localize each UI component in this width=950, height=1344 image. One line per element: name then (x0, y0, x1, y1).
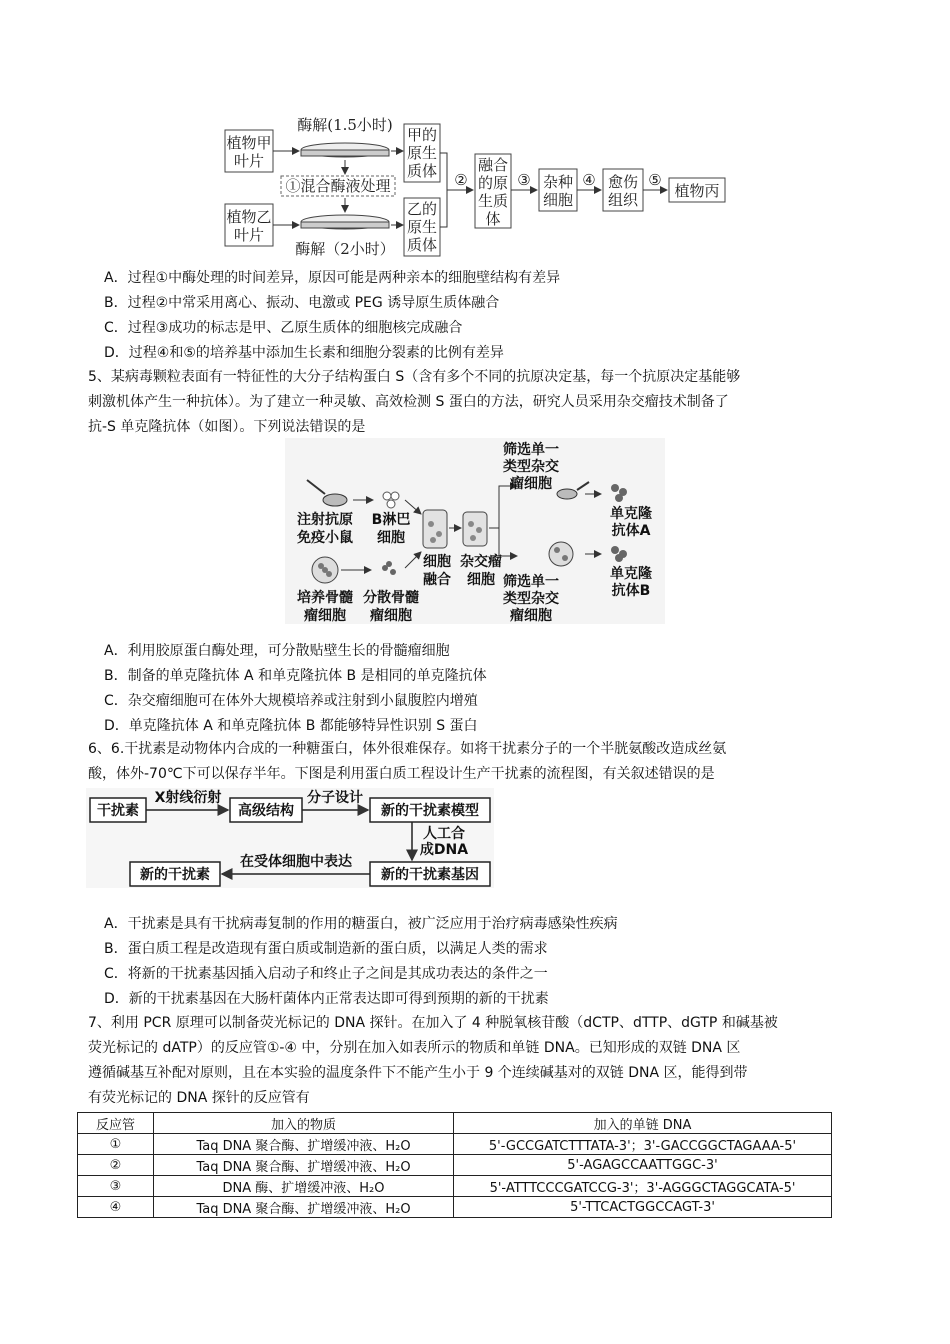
cell-substance: DNA 酶、扩增缓冲液、H₂O (154, 1176, 454, 1197)
table-row (78, 1197, 832, 1218)
screen-bottom-3: 瘤细胞 (510, 608, 552, 624)
header-tube: 反应管 (78, 1113, 154, 1134)
cell-substance: Taq DNA 聚合酶、扩增缓冲液、H₂O (154, 1155, 454, 1176)
new-ifn-box: 新的干扰素 (140, 867, 210, 883)
synth-label-2: 成DNA (419, 842, 469, 858)
step-5-label: ⑤ (648, 171, 662, 189)
q5-option-d: D．单克隆抗体 A 和单克隆抗体 B 都能够特异性识别 S 蛋白 (104, 718, 478, 734)
mab-b-1: 单克隆 (610, 566, 652, 582)
screen-top-3: 瘤细胞 (510, 476, 552, 492)
plant-c-label: 植物丙 (674, 182, 720, 200)
fusion-1: 细胞 (423, 554, 451, 570)
q5-line-2: 刺激机体产生一种抗体）。为了建立一种灵敏、高效检测 S 蛋白的方法，研究人员采用杂交瘤技术制备了 (88, 394, 729, 410)
q4-option-d: D．过程④和⑤的培养基中添加生长素和细胞分裂素的比例有差异 (104, 345, 504, 361)
myeloma-culture-icon (312, 557, 338, 583)
callus-1: 愈伤 (607, 173, 639, 191)
screen-top-1: 筛选单一 (503, 442, 559, 458)
q6-option-a: A．干扰素是具有干扰病毒复制的作用的糖蛋白，被广泛应用于治疗病毒感染性疾病 (104, 916, 618, 932)
q5-line-3: 抗-S 单克隆抗体（如图）。下列说法错误的是 (88, 419, 366, 435)
inject-2: 免疫小鼠 (297, 530, 353, 546)
screen-top-2: 类型杂交 (503, 459, 559, 475)
plant-a-label-1: 植物甲 (226, 134, 272, 152)
cell-dna: 5'-GCCGATCTTTATA-3'；3'-GACCGGCTAGAAA-5' (454, 1134, 832, 1155)
mab-a-2: 抗体A (611, 523, 651, 539)
hybrid-2: 细胞 (542, 191, 574, 209)
hybridoma-2: 细胞 (467, 572, 495, 588)
cell-tube: ③ (78, 1176, 154, 1197)
inject-1: 注射抗原 (297, 512, 353, 528)
fused-3: 生质 (477, 192, 509, 210)
q4-option-a: A．过程①中酶处理的时间差异，原因可能是两种亲本的细胞壁结构有差异 (104, 270, 561, 286)
q4-option-b: B．过程②中常采用离心、振动、电激或 PEG 诱导原生质体融合 (104, 295, 500, 311)
express-label: 在受体细胞中表达 (240, 854, 352, 870)
fused-1: 融合 (477, 156, 509, 174)
hybridoma-tube-icon (463, 512, 487, 546)
q5-option-a: A．利用胶原蛋白酶处理，可分散贴壁生长的骨髓瘤细胞 (104, 643, 450, 659)
cell-substance: Taq DNA 聚合酶、扩增缓冲液、H₂O (154, 1134, 454, 1155)
reaction-table (77, 1112, 832, 1218)
table-row (78, 1176, 832, 1197)
model-box: 新的干扰素模型 (381, 803, 479, 819)
enzyme-b-label: 酶解（2小时） (295, 240, 395, 258)
monoclonal-antibody-figure (285, 438, 665, 624)
plant-b-label-2: 叶片 (233, 226, 265, 244)
fused-4: 体 (485, 210, 501, 228)
q6-option-c: C．将新的干扰素基因插入启动子和终止子之间是其成功表达的条件之一 (104, 966, 548, 982)
bcell-2: 细胞 (377, 530, 405, 546)
table-row (78, 1134, 832, 1155)
protoplast-a-3: 质体 (406, 162, 438, 180)
cell-substance: Taq DNA 聚合酶、扩增缓冲液、H₂O (154, 1197, 454, 1218)
protoplast-b-2: 原生 (406, 218, 438, 236)
protoplast-a-1: 甲的 (406, 126, 438, 144)
table-header-row (78, 1113, 832, 1134)
cell-dna: 5'-TTCACTGGCCAGT-3' (454, 1197, 832, 1218)
culture-2: 瘤细胞 (304, 608, 346, 624)
ifn-box: 干扰素 (97, 803, 139, 819)
screen-bottom-icon (549, 542, 573, 566)
mix-enzyme-label: ①混合酶液处理 (285, 177, 391, 195)
protoplast-b-1: 乙的 (406, 200, 438, 218)
design-label: 分子设计 (307, 790, 363, 806)
synth-label-1: 人工合 (423, 826, 465, 842)
protoplast-b-3: 质体 (406, 236, 438, 254)
cell-tube: ① (78, 1134, 154, 1155)
cell-tube: ② (78, 1155, 154, 1176)
plant-fusion-figure (215, 112, 735, 262)
screen-bottom-1: 筛选单一 (503, 574, 559, 590)
mab-b-2: 抗体B (611, 583, 651, 599)
disperse-1: 分散骨髓 (363, 590, 419, 606)
table-row (78, 1155, 832, 1176)
step-3-label: ③ (517, 171, 531, 189)
q7-line-3: 遵循碱基互补配对原则，且在本实验的温度条件下不能产生小于 9 个连续碱基对的双链 DNA 区，能得到带 (88, 1065, 748, 1081)
step-2-label: ② (454, 171, 468, 189)
screen-bottom-2: 类型杂交 (503, 591, 559, 607)
mab-a-1: 单克隆 (610, 506, 652, 522)
plant-b-label-1: 植物乙 (226, 208, 272, 226)
disperse-2: 瘤细胞 (370, 608, 412, 624)
gene-box: 新的干扰素基因 (381, 867, 479, 883)
fusion-tube-icon (423, 510, 447, 548)
header-dna: 加入的单链 DNA (454, 1113, 832, 1134)
step-4-label: ④ (582, 171, 596, 189)
q5-line-1: 5、某病毒颗粒表面有一特征性的大分子结构蛋白 S（含有多个不同的抗原决定基，每一个抗原决定基能够 (88, 369, 741, 385)
protoplast-a-2: 原生 (406, 144, 438, 162)
plant-a-label-2: 叶片 (233, 152, 265, 170)
q6-line-1: 6、6.干扰素是动物体内合成的一种糖蛋白，体外很难保存。如将干扰素分子的一个半胱氨酸改造成丝氨 (88, 741, 727, 757)
q5-option-b: B．制备的单克隆抗体 A 和单克隆抗体 B 是相同的单克隆抗体 (104, 668, 487, 684)
q6-option-d: D．新的干扰素基因在大肠杆菌体内正常表达即可得到预期的新的干扰素 (104, 991, 549, 1007)
header-substance: 加入的物质 (154, 1113, 454, 1134)
interferon-flow-figure (86, 788, 494, 888)
bcell-1: B淋巴 (371, 512, 411, 528)
q5-option-c: C．杂交瘤细胞可在体外大规模培养或注射到小鼠腹腔内增殖 (104, 693, 478, 709)
fusion-2: 融合 (423, 572, 451, 588)
q7-line-2: 荧光标记的 dATP）的反应管①-④ 中，分别在加入如表所示的物质和单链 DNA。已知形成的双链 DNA 区 (88, 1040, 741, 1056)
q5-stem (88, 365, 868, 440)
q6-line-2: 酸，体外-70℃下可以保存半年。下图是利用蛋白质工程设计生产干扰素的流程图，有关叙述错误的是 (88, 766, 715, 782)
enzyme-a-label: 酶解(1.5小时) (297, 116, 393, 134)
q7-line-1: 7、利用 PCR 原理可以制备荧光标记的 DNA 探针。在加入了 4 种脱氧核苷酸（dCTP、dTTP、dGTP 和碱基被 (88, 1015, 778, 1031)
q6-option-b: B．蛋白质工程是改造现有蛋白质或制造新的蛋白质，以满足人类的需求 (104, 941, 548, 957)
callus-2: 组织 (607, 191, 639, 209)
cell-dna: 5'-AGAGCCAATTGGC-3' (454, 1155, 832, 1176)
q7-line-4: 有荧光标记的 DNA 探针的反应管有 (88, 1090, 310, 1106)
xray-label: X射线衍射 (154, 790, 222, 806)
q4-option-c: C．过程③成功的标志是甲、乙原生质体的细胞核完成融合 (104, 320, 463, 336)
structure-box: 高级结构 (238, 803, 294, 819)
q7-stem (88, 1011, 868, 1111)
culture-1: 培养骨髓 (297, 590, 353, 606)
cell-tube: ④ (78, 1197, 154, 1218)
cell-dna: 5'-ATTTCCCGATCCG-3'；3'-AGGGCTAGGCATA-5' (454, 1176, 832, 1197)
fused-2: 的原 (477, 174, 509, 192)
hybrid-1: 杂种 (542, 173, 574, 191)
q6-stem (88, 737, 868, 787)
hybridoma-1: 杂交瘤 (460, 554, 502, 570)
